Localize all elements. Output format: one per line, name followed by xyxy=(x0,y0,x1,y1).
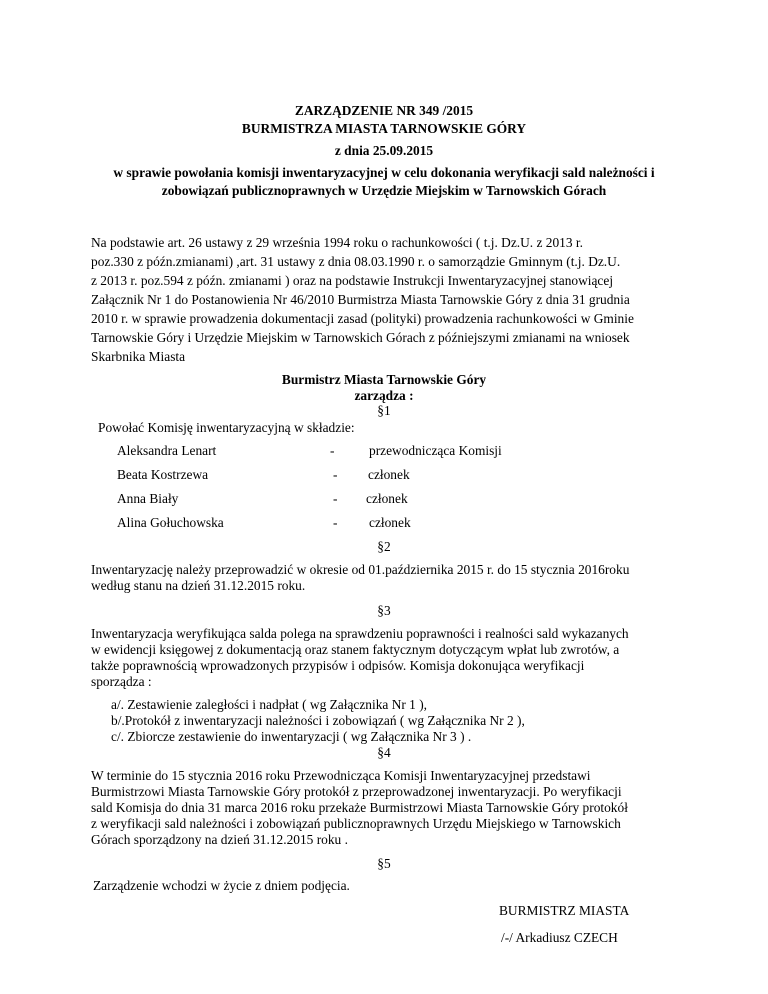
attachment-item: c/. Zbiorcze zestawienie do inwentaryzacji ( wg Załącznika Nr 3 ) . xyxy=(111,729,472,744)
preamble-line-3 xyxy=(91,273,674,289)
section-3-text: w ewidencji księgowej z dokumentacją oraz stanem faktycznym dotyczącym wpłat lub zwrotów, a xyxy=(91,642,620,657)
section-4-heading: §4 xyxy=(377,745,391,760)
section-3-line-2 xyxy=(91,642,674,658)
section-4-line-1 xyxy=(91,768,674,784)
section-3-heading: §3 xyxy=(377,603,391,618)
section-4-line-5: Górach sporządzony na dzień 31.12.2015 roku . xyxy=(91,832,348,847)
preamble-text: 2010 r. w sprawie prowadzenia dokumentacji zasad (polityki) prowadzenia rachunkowości w Gminie xyxy=(91,311,634,326)
section-1-intro: Powołać Komisję inwentaryzacyjną w składzie: xyxy=(98,420,355,435)
title-line-2: BURMISTRZA MIASTA TARNOWSKIE GÓRY xyxy=(241,121,527,136)
preamble-line-4 xyxy=(91,292,674,308)
member-dash: - xyxy=(333,491,338,506)
section-4-line-4 xyxy=(91,816,674,832)
section-5-heading: §5 xyxy=(377,856,391,871)
decree-verb: zarządza : xyxy=(354,388,414,403)
member-name: Alina Gołuchowska xyxy=(117,515,224,530)
decree-authority: Burmistrz Miasta Tarnowskie Góry xyxy=(281,372,487,387)
section-4-line-3 xyxy=(91,800,674,816)
member-dash: - xyxy=(333,467,338,482)
preamble-text: Tarnowskie Góry i Urzędzie Miejskim w Tarnowskich Górach z późniejszymi zmianami na wniosek xyxy=(91,330,630,345)
member-role: przewodnicząca Komisji xyxy=(369,443,502,458)
preamble-text: poz.330 z późn.zmianami) ,art. 31 ustawy z dnia 08.03.1990 r. o samorządzie Gminnym (t.j. Dz.U. xyxy=(91,254,621,269)
member-dash: - xyxy=(330,443,335,458)
section-3-line-4: sporządza : xyxy=(91,674,152,689)
member-dash: - xyxy=(333,515,338,530)
member-role: członek xyxy=(368,467,410,482)
member-name: Beata Kostrzewa xyxy=(117,467,209,482)
preamble-line-6 xyxy=(91,330,674,346)
section-2-line-2: według stanu na dzień 31.12.2015 roku. xyxy=(91,578,306,593)
section-2-heading: §2 xyxy=(377,539,391,554)
section-3-line-1 xyxy=(91,626,674,642)
section-1-heading: §1 xyxy=(377,403,391,418)
preamble-line-1 xyxy=(91,235,674,251)
member-role: członek xyxy=(366,491,408,506)
section-4-text: sald Komisja do dnia 31 marca 2016 roku przekaże Burmistrzowi Miasta Tarnowskie Góry protokół xyxy=(91,800,628,815)
signature-name: /-/ Arkadiusz CZECH xyxy=(501,930,618,945)
section-4-text: Burmistrzowi Miasta Tarnowskie Góry protokół z przeprowadzonej inwentaryzacji. Po weryfikacji xyxy=(91,784,622,799)
section-5-text: Zarządzenie wchodzi w życie z dniem podjęcia. xyxy=(93,878,350,893)
preamble-line-7: Skarbnika Miasta xyxy=(91,349,186,364)
preamble-line-5 xyxy=(91,311,674,327)
document-date: z dnia 25.09.2015 xyxy=(334,143,434,158)
section-4-text: z weryfikacji sald należności i zobowiązań publicznoprawnych Urzędu Miejskiego w Tarnowskich xyxy=(91,816,621,831)
section-2-line-1: Inwentaryzację należy przeprowadzić w okresie od 01.października 2015 r. do 15 stycznia 2016roku xyxy=(91,562,630,577)
subject-line-2: zobowiązań publicznoprawnych w Urzędzie Miejskim w Tarnowskich Górach xyxy=(161,183,607,198)
section-4-text: W terminie do 15 stycznia 2016 roku Przewodnicząca Komisji Inwentaryzacyjnej przedstawi xyxy=(91,768,591,783)
attachment-item: b/.Protokół z inwentaryzacji należności i zobowiązań ( wg Załącznika Nr 2 ), xyxy=(111,713,525,728)
section-3-line-3 xyxy=(91,658,674,674)
preamble-text: Załącznik Nr 1 do Postanowienia Nr 46/2010 Burmistrza Miasta Tarnowskie Góry z dnia 31 grudnia xyxy=(91,292,630,307)
section-4-line-2 xyxy=(91,784,674,800)
signature-title: BURMISTRZ MIASTA xyxy=(499,903,630,918)
subject-line-1: w sprawie powołania komisji inwentaryzacyjnej w celu dokonania weryfikacji sald należności i xyxy=(113,165,655,180)
member-name: Aleksandra Lenart xyxy=(117,443,217,458)
section-3-text: także poprawnością wprowadzonych przypisów i odpisów. Komisja dokonująca weryfikacji xyxy=(91,658,585,673)
attachment-item: a/. Zestawienie zaległości i nadpłat ( wg Załącznika Nr 1 ), xyxy=(111,697,428,712)
section-3-text: Inwentaryzacja weryfikująca salda polega na sprawdzeniu poprawności i realności sald wykazanych xyxy=(91,626,629,641)
member-name: Anna Biały xyxy=(117,491,179,506)
title-line-1: ZARZĄDZENIE NR 349 /2015 xyxy=(294,103,474,118)
preamble-text: z 2013 r. poz.594 z późn. zmianami ) oraz na podstawie Instrukcji Inwentaryzacyjnej stanowiącej xyxy=(91,273,614,288)
preamble-line-2 xyxy=(91,254,674,270)
preamble-text: Na podstawie art. 26 ustawy z 29 września 1994 roku o rachunkowości ( t.j. Dz.U. z 2013 r. xyxy=(91,235,583,250)
member-role: członek xyxy=(369,515,411,530)
